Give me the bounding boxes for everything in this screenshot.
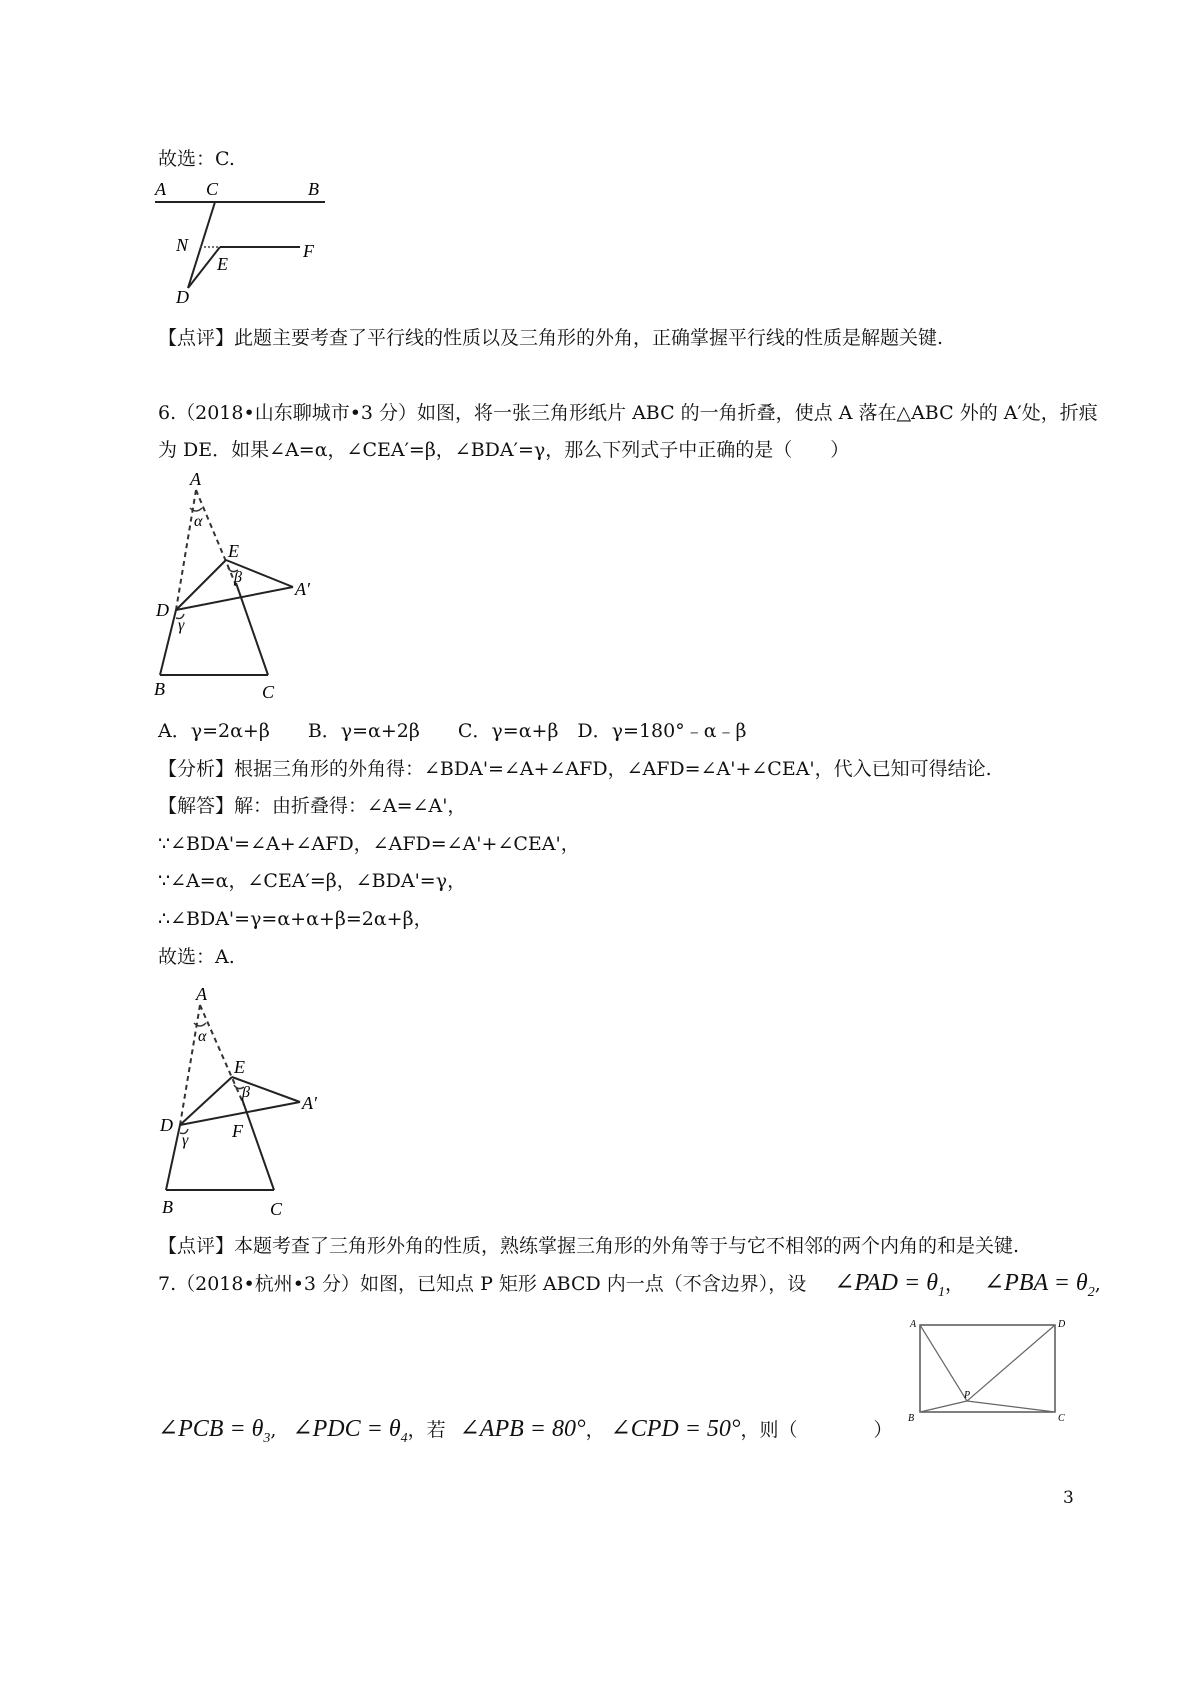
fold-triangle-figure-solution (152, 985, 352, 1225)
q7-stem-line1 (158, 1270, 1101, 1306)
line-da2 (176, 587, 293, 610)
label-e: E (228, 541, 239, 561)
line-cd (188, 202, 215, 288)
rectangle-figure (905, 1315, 1075, 1440)
q7-stem-line2 (158, 1416, 893, 1452)
rectangle-abcd (920, 1325, 1055, 1412)
label-gamma: γ (182, 1132, 189, 1149)
comment-line: 【点评】此题主要考查了平行线的性质以及三角形的外角，正确掌握平行线的性质是解题关键. (158, 327, 944, 349)
label-a-prime: A′ (302, 1093, 317, 1113)
line-pb (920, 1401, 967, 1412)
parallel-lines-figure (150, 175, 350, 310)
q7-comma2: , (1094, 1273, 1101, 1295)
label-beta: β (234, 569, 242, 586)
q7-comma1: ， (944, 1273, 964, 1295)
q7-math-pba: ∠PBA = $\theta_2$ (984, 1270, 1095, 1300)
label-b: B (162, 1197, 173, 1217)
label-f: F (232, 1121, 243, 1141)
q7-tail: ，则（ ） (740, 1419, 893, 1441)
page-number: 3 (1063, 1488, 1074, 1508)
label-a: A (155, 179, 166, 199)
q6-solution: 【解答】解：由折叠得：∠A=∠A'， (158, 795, 467, 817)
label-p: P (964, 1390, 971, 1401)
label-b: B (308, 179, 319, 199)
q6-stem-line2: 为 DE．如果∠A=α，∠CEA′=β，∠BDA′=γ，那么下列式子中正确的是（ ） (158, 439, 850, 461)
line-pd (967, 1325, 1055, 1401)
label-c: C (262, 682, 275, 702)
q6-step1: ∵∠BDA'=∠A+∠AFD，∠AFD=∠A'+∠CEA'， (158, 833, 580, 855)
fold-triangle-figure (148, 470, 348, 710)
label-d: D (160, 1115, 173, 1135)
label-e: E (217, 254, 228, 274)
label-b: B (908, 1413, 915, 1424)
label-a: A (196, 985, 207, 1004)
line-pc (967, 1401, 1055, 1412)
label-e: E (234, 1057, 245, 1077)
line-ec (236, 583, 268, 675)
q7-math-pcb: ∠PCB = $\theta_3$ (158, 1416, 271, 1446)
q7-math-apb: ∠APB = 80° (459, 1416, 586, 1442)
q6-stem-line1: 6.（2018•山东聊城市•3 分）如图，将一张三角形纸片 ABC 的一角折叠，使点 A 落在△ABC 外的 A′处，折痕 (158, 402, 1098, 424)
label-a-prime: A′ (295, 579, 310, 599)
label-b: B (154, 679, 165, 699)
label-a: A (910, 1319, 917, 1330)
q6-answer: 故选：A. (158, 946, 235, 968)
q6-comment: 【点评】本题考查了三角形外角的性质，熟练掌握三角形的外角等于与它不相邻的两个内角的和是关键. (158, 1235, 1020, 1257)
answer-line: 故选：C. (158, 148, 235, 170)
label-n: N (176, 235, 189, 255)
q7-math-pdc: ∠PDC = $\theta_4$ (292, 1416, 408, 1446)
dashed-ae (196, 490, 238, 590)
label-beta: β (242, 1084, 250, 1101)
label-alpha: α (194, 513, 203, 530)
line-pa (920, 1325, 967, 1401)
label-d: D (156, 600, 169, 620)
q6-step2: ∵∠A=α，∠CEA′=β，∠BDA'=γ， (158, 870, 467, 892)
label-d: D (176, 287, 189, 307)
q7-ruo: ，若 (407, 1419, 446, 1441)
q7-comma3: , (270, 1419, 277, 1441)
q7-math-pad: ∠PAD = $\theta_1$ (834, 1270, 945, 1300)
label-f: F (303, 241, 314, 261)
label-c: C (1058, 1413, 1065, 1424)
label-c: C (270, 1199, 283, 1219)
label-d: D (1058, 1319, 1066, 1330)
q7-math-cpd: ∠CPD = 50° (610, 1416, 741, 1442)
q7-stem-prefix: 7.（2018•杭州•3 分）如图，已知点 P 矩形 ABCD 内一点（不含边界），设 (158, 1273, 807, 1295)
q7-comma4: ， (585, 1419, 605, 1441)
line-de (188, 247, 220, 288)
line-ec (242, 1099, 274, 1190)
q6-options: A．γ=2α+β B．γ=α+2β C．γ=α+β D．γ=180°﹣α﹣β (158, 720, 747, 742)
q6-analysis: 【分析】根据三角形的外角得：∠BDA'=∠A+∠AFD，∠AFD=∠A'+∠CEA'，代入已知可得结论. (158, 758, 992, 780)
dashed-ad (180, 1005, 200, 1125)
q6-step3: ∴∠BDA'=γ=α+α+β=2α+β， (158, 908, 433, 930)
label-gamma: γ (178, 617, 185, 634)
label-c: C (206, 179, 219, 199)
label-alpha: α (198, 1028, 207, 1045)
label-a: A (190, 470, 201, 489)
dashed-ae (200, 1005, 244, 1105)
line-de (180, 1077, 232, 1125)
